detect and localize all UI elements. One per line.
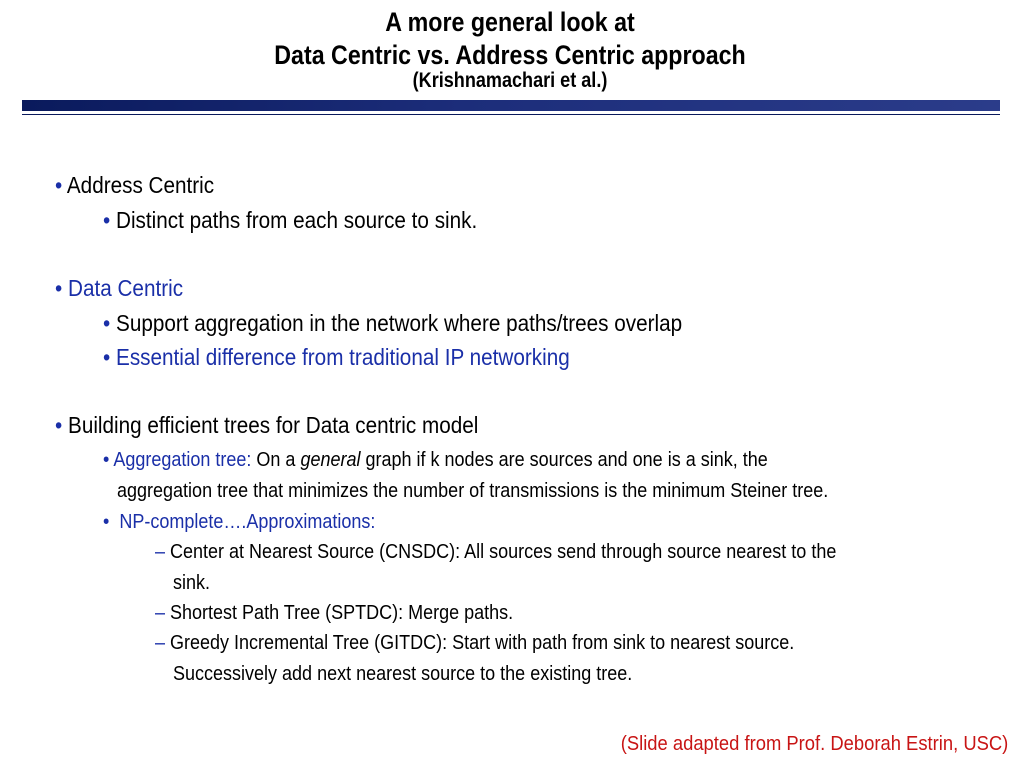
dash-text: Shortest Path Tree (SPTDC): Merge paths. (170, 602, 514, 624)
bullet-marker: • (103, 449, 110, 471)
dash-marker: – (155, 541, 166, 563)
subbullet-aggregation-tree-cont: aggregation tree that minimizes the number of transmissions is the minimum Steiner tree. (117, 480, 829, 502)
bullet-data-centric (55, 275, 183, 302)
bullet-text: Data Centric (68, 275, 184, 301)
title-line-2: Data Centric vs. Address Centric approach (274, 40, 746, 70)
subbullet-np-complete (103, 511, 375, 534)
bullet-text: Address Centric (66, 172, 215, 198)
header-rule (22, 114, 1000, 115)
bullet-marker: • (103, 207, 111, 233)
title-line-1: A more general look at (385, 7, 635, 37)
bullet-text: Building efficient trees for Data centric model (68, 412, 479, 438)
dash-marker: – (155, 602, 166, 624)
dash-text: Center at Nearest Source (CNSDC): All sources send through source nearest to the (170, 541, 837, 563)
dash-item-cnsdc (155, 541, 836, 564)
header-bar (22, 100, 1000, 111)
bullet-building-trees (55, 412, 478, 439)
bullet-text-a: On a (251, 449, 301, 471)
dash-text: Greedy Incremental Tree (GITDC): Start with path from sink to nearest source. (170, 632, 795, 654)
dash-item-gitdc-cont: Successively add next nearest source to the existing tree. (173, 663, 633, 685)
bullet-marker: • (103, 344, 111, 370)
bullet-text: Support aggregation in the network where paths/trees overlap (116, 310, 683, 336)
bullet-text: Distinct paths from each source to sink. (116, 207, 478, 233)
subbullet-support-aggregation (103, 310, 682, 337)
bullet-address-centric (55, 172, 214, 199)
bullet-text: Essential difference from traditional IP networking (116, 344, 570, 370)
bullet-marker: • (55, 412, 63, 438)
bullet-marker: • (55, 275, 63, 301)
subbullet-aggregation-tree (103, 449, 768, 472)
dash-item-gitdc (155, 632, 794, 655)
dash-item-cnsdc-cont: sink. (173, 572, 211, 594)
dash-item-sptdc (155, 602, 513, 625)
bullet-emphasis: general (300, 449, 361, 471)
bullet-marker: • (103, 511, 110, 533)
subbullet-distinct-paths (103, 207, 477, 234)
slide-title (0, 6, 1020, 93)
bullet-text-b: graph if k nodes are sources and one is a sink, the (360, 449, 768, 471)
slide-credit: (Slide adapted from Prof. Deborah Estrin, USC) (620, 733, 1008, 755)
bullet-label: Aggregation tree: (113, 449, 252, 471)
bullet-marker: • (55, 172, 63, 198)
bullet-marker: • (103, 310, 111, 336)
bullet-text: NP-complete….Approximations: (119, 511, 376, 533)
title-citation: (Krishnamachari et al.) (412, 69, 608, 92)
subbullet-essential-difference (103, 344, 570, 371)
dash-marker: – (155, 632, 166, 654)
